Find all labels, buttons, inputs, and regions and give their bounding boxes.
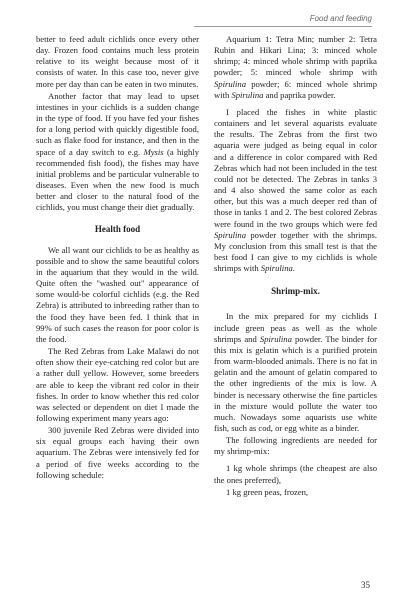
text-run: powder together with the shrimps. My conclusion from this small test is that the best food I can give to my cichlids is whole shrimps with [214, 229, 377, 274]
italic-term: Spirulina [214, 78, 246, 89]
list-item-shrimps: 1 kg whole shrimps (the cheapest are also the ones preferred), [214, 463, 377, 485]
paragraph-results [214, 107, 377, 274]
left-column [36, 34, 199, 482]
list-item-peas: 1 kg green peas, frozen, [226, 486, 309, 497]
header-rule [194, 26, 372, 27]
italic-term: Spirulina [260, 263, 293, 274]
italic-term: Spirulina [214, 229, 246, 240]
text-run: (a highly recommended fish food), the fishes may have initial problems and be particular vulnerable to diseases. Even when the new food is much better and closer to the natural food of the cichlids, you must change their diet gradually. [36, 146, 199, 213]
right-column [214, 34, 377, 499]
italic-term: Spirulina [259, 333, 292, 344]
paragraph-diet-change [36, 91, 199, 214]
text-run: and paprika powder. [263, 89, 336, 100]
italic-term: Spirulina [231, 89, 264, 100]
text-run: In the mix prepared for my cichlids I include green peas as well as the whole shrimps and [214, 311, 377, 344]
text-run: Aquarium 1: Tetra Min; number 2: Tetra Rubin and Hikari Lina; 3: minced whole shrimp; 4: minced whole shrimp with paprika powder; 5: minced whole shrimp with [214, 34, 377, 78]
heading-shrimp-mix: Shrimp-mix. [271, 286, 320, 297]
page-number: 35 [361, 580, 370, 590]
italic-term: Mysis [143, 146, 164, 157]
paragraph-red-zebras: The Red Zebras from Lake Malawi do not often show their eye-catching red color but are a rather dull yellow. However, some breeders are able to keep the vibrant red color in their fishes. In order to know whether this red color was selected or dependent on diet I made the following experiment many years ago: [36, 346, 199, 423]
text-run: powder; 6: minced whole shrimp with [214, 78, 377, 100]
paragraph-frozen-food: better to feed adult cichlids once every other day. Frozen food contains much less protein relative to its weight because most of it consists of water. In this case too, never give more per day than can be eaten in two minutes. [36, 34, 199, 89]
running-header: Food and feeding [309, 14, 372, 23]
paragraph-colors: We all want our cichlids to be as healthy as possible and to show the same beautiful colors in the aquarium that they would in the wild. Quite often the "washed out" appearance of some would-be colorful cichlids (e.g. the Red Zebra) is attributed to inbreeding rather than to the food they have been fed. I think that in 99% of such cases the reason for poor color is the food. [36, 244, 199, 344]
text-run: I placed the fishes in white plastic containers and let several aquarists evaluate the results. The Zebras from the first two aquaria were judged as being equal in color and a difference in color compared with Red Zebras which had not been included in the test could not be detected. The Zebras in tanks 3 and 4 also showed the same color as each other, but this was a much deeper red than of those in tanks 1 and 2. The best colored Zebras were found in the two groups which were fed [214, 106, 377, 229]
text-run: Another factor that may lead to upset intestines in your cichlids is a sudden change in the type of food. If you have fed your fishes for a long period with quickly digestible food, such as flake food for instance, and then in the space of a day switch to e.g. [36, 90, 199, 157]
paragraph-aquarium-schedule [214, 34, 377, 101]
text-run: . [292, 263, 295, 274]
text-run: powder. The binder for this mix is gelatin which is a purified protein from warm-blooded animals. There is no fat in gelatin and the amount of gelatin compared to the other ingredients of the mix is low. A binder is necessary otherwise the fine particles in the mixture would pollute the water too much. Nowadays some aquarists use white fish, such as cod, or egg white as a binder. [214, 333, 377, 433]
paragraph-experiment: 300 juvenile Red Zebras were divided into six equal groups each having their own aquarium. The Zebras were intensively fed for a period of five weeks according to the following schedule: [36, 425, 199, 480]
heading-health-food: Health food [94, 223, 141, 234]
paragraph-mix-ingredients [214, 311, 377, 434]
paragraph-ingredients-intro: The following ingredients are needed for my shrimp-mix: [214, 435, 377, 457]
